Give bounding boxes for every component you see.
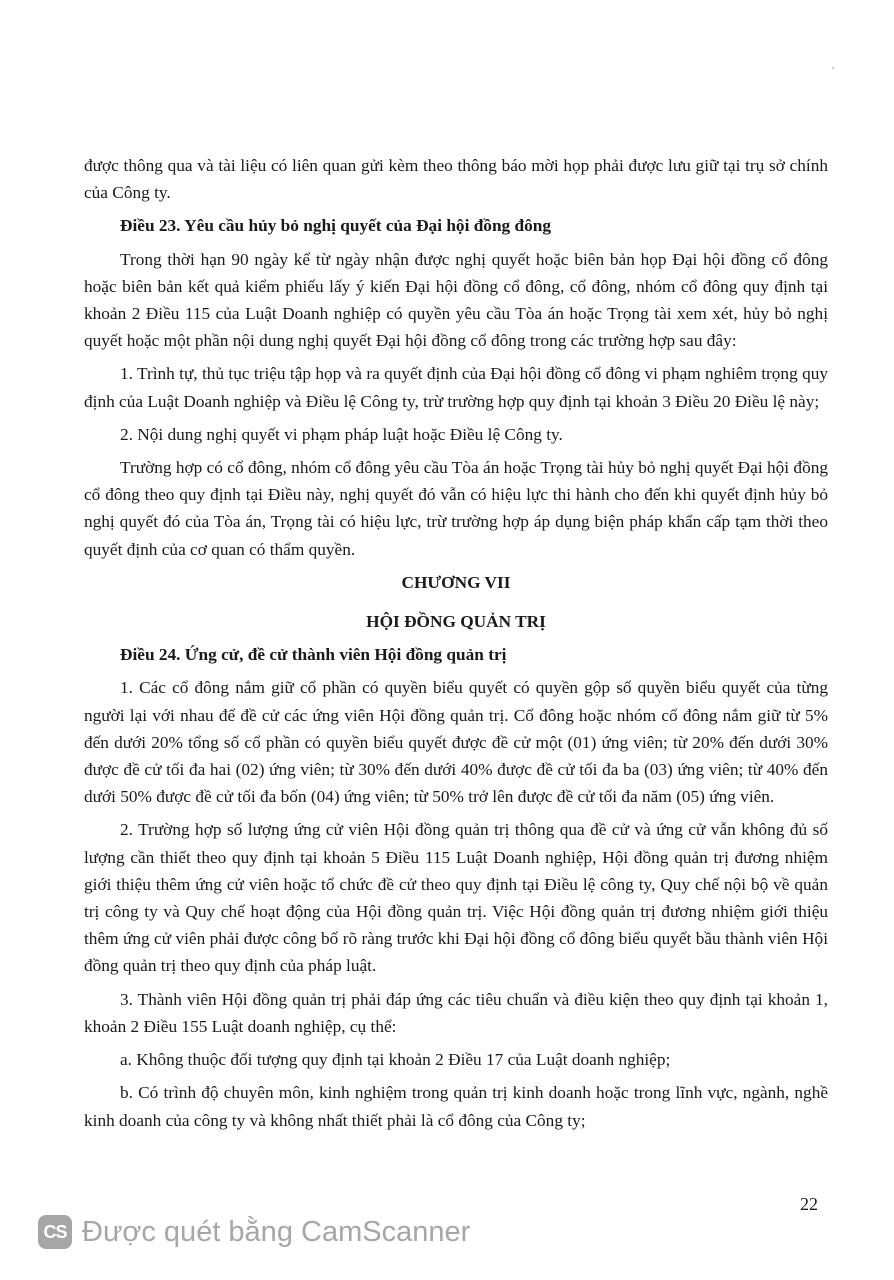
chapter-number: CHƯƠNG VII bbox=[401, 572, 511, 592]
camscanner-watermark bbox=[38, 1212, 470, 1252]
article-24-heading: Điều 24. Ứng cử, đề cử thành viên Hội đồng quản trị bbox=[120, 645, 507, 665]
page-number: 22 bbox=[800, 1194, 818, 1214]
article-24-item-3b: b. Có trình độ chuyên môn, kinh nghiệm trong quản trị kinh doanh hoặc trong lĩnh vực, ngành, nghề kinh doanh của công ty và không nhất thiết phải là cổ đông của Công ty; bbox=[84, 1083, 828, 1130]
paragraph-continuation: được thông qua và tài liệu có liên quan gửi kèm theo thông báo mời họp phải được lưu giữ tại trụ sở chính của Công ty. bbox=[84, 156, 828, 203]
camscanner-logo-text: CS bbox=[43, 1221, 67, 1242]
scan-speck bbox=[832, 67, 834, 69]
camscanner-watermark-text: Được quét bằng CamScanner bbox=[82, 1215, 471, 1248]
article-24-item-1: 1. Các cổ đông nắm giữ cổ phần có quyền biểu quyết có quyền gộp số quyền biểu quyết của từng người lại với nhau để đề cử các ứng viên Hội đồng quản trị. Cổ đông hoặc nhóm cổ đông nắm giữ từ 5% đến dưới 20% tổng số cổ phần có quyền biểu quyết được đề cử một (01) ứng viên; từ 20% đến dưới 30% được đề cử tối đa hai (02) ứng viên; từ 30% đến dưới 40% được đề cử tối đa ba (03) ứng viên; từ 40% đến dưới 50% được đề cử tối đa bốn (04) ứng viên; từ 50% trở lên được đề cử tối đa năm (05) ứng viên. bbox=[84, 678, 828, 807]
document-body bbox=[84, 152, 828, 1134]
article-24-item-3a: a. Không thuộc đối tượng quy định tại khoản 2 Điều 17 của Luật doanh nghiệp; bbox=[120, 1050, 671, 1070]
article-23-closing: Trường hợp có cổ đông, nhóm cổ đông yêu cầu Tòa án hoặc Trọng tài hủy bỏ nghị quyết Đại hội đồng cổ đông theo quy định tại Điều này, nghị quyết đó vẫn có hiệu lực thi hành cho đến khi quyết định hủy bỏ nghị quyết đó của Tòa án, Trọng tài có hiệu lực, trừ trường hợp áp dụng biện pháp khẩn cấp tạm thời theo quyết định của cơ quan có thẩm quyền. bbox=[84, 458, 828, 559]
camscanner-logo-icon bbox=[38, 1215, 72, 1249]
article-24-item-2: 2. Trường hợp số lượng ứng cử viên Hội đồng quản trị thông qua đề cử và ứng cử vẫn không đủ số lượng cần thiết theo quy định tại khoản 5 Điều 115 Luật Doanh nghiệp, Hội đồng quản trị đương nhiệm giới thiệu thêm ứng cử viên hoặc tổ chức đề cử theo quy định tại Điều lệ công ty, Quy chế nội bộ về quản trị công ty và Quy chế hoạt động của Hội đồng quản trị. Việc Hội đồng quản trị đương nhiệm giới thiệu thêm ứng cử viên phải được công bố rõ ràng trước khi Đại hội đồng cổ đông biểu quyết bầu thành viên Hội đồng quản trị theo quy định của pháp luật. bbox=[84, 820, 828, 976]
article-23-body: Trong thời hạn 90 ngày kể từ ngày nhận được nghị quyết hoặc biên bản họp Đại hội đồng cổ đông hoặc biên bản kết quả kiểm phiếu lấy ý kiến Đại hội đồng cổ đông, cổ đông, nhóm cổ đông quy định tại khoản 2 Điều 115 của Luật Doanh nghiệp có quyền yêu cầu Tòa án hoặc Trọng tài xem xét, hủy bỏ nghị quyết hoặc một phần nội dung nghị quyết Đại hội đồng cổ đông trong các trường hợp sau đây: bbox=[84, 249, 828, 351]
chapter-title: HỘI ĐỒNG QUẢN TRỊ bbox=[366, 612, 546, 632]
article-23-item-1: 1. Trình tự, thủ tục triệu tập họp và ra quyết định của Đại hội đồng cổ đông vi phạm nghiêm trọng quy định của Luật Doanh nghiệp và Điều lệ Công ty, trừ trường hợp quy định tại khoản 3 Điều 20 Điều lệ này; bbox=[84, 364, 828, 411]
article-23-item-2: 2. Nội dung nghị quyết vi phạm pháp luật hoặc Điều lệ Công ty. bbox=[120, 424, 563, 444]
article-24-item-3: 3. Thành viên Hội đồng quản trị phải đáp ứng các tiêu chuẩn và điều kiện theo quy định tại khoản 1, khoản 2 Điều 155 Luật doanh nghiệp, cụ thể: bbox=[84, 989, 828, 1036]
article-23-heading: Điều 23. Yêu cầu hủy bỏ nghị quyết của Đại hội đồng đông bbox=[120, 216, 552, 236]
